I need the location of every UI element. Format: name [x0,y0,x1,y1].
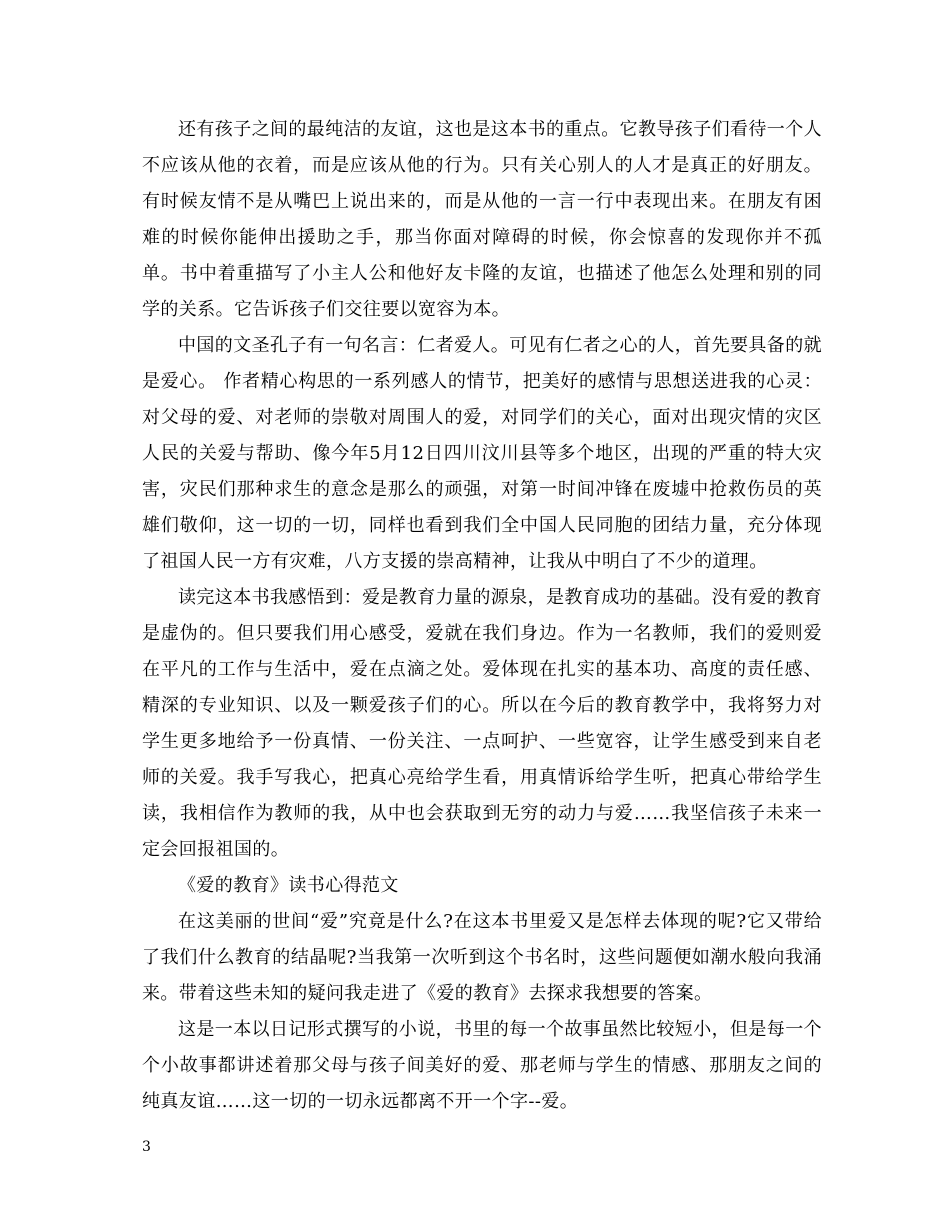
document-body [142,112,822,1120]
paragraph-diary-novel: 这是一本以日记形式撰写的小说，书里的每一个故事虽然比较短小，但是每一个个小故事都讲述着那父母与孩子间美好的爱、那老师与学生的情感、那朋友之间的纯真友谊……这一切的一切永远都离不开一个字--爱。 [142,1019,822,1112]
paragraph-reflection: 读完这本书我感悟到：爱是教育力量的源泉，是教育成功的基础。没有爱的教育是虚伪的。但只要我们用心感受，爱就在我们身边。作为一名教师，我们的爱则爱在平凡的工作与生活中，爱在点滴之处。爱体现在扎实的基本功、高度的责任感、精深的专业知识、以及一颗爱孩子们的心。所以在今后的教育教学中，我将努力对学生更多地给予一份真情、一份关注、一点呵护、一些宽容，让学生感受到来自老师的关爱。我手写我心，把真心亮给学生看，用真情诉给学生听，把真心带给学生读，我相信作为教师的我，从中也会获取到无穷的动力与爱……我坚信孩子未来一定会回报祖国的。 [142,587,822,860]
section-title: 《爱的教育》读书心得范文 [178,875,399,896]
paragraph-friendship: 还有孩子之间的最纯洁的友谊，这也是这本书的重点。它教导孩子们看待一个人不应该从他的衣着，而是应该从他的行为。只有关心别人的人才是真正的好朋友。有时候友情不是从嘴巴上说出来的，而是从他的一言一行中表现出来。在朋友有困难的时候你能伸出援助之手，那当你面对障碍的时候，你会惊喜的发现你并不孤单。书中着重描写了小主人公和他好友卡隆的友谊，也描述了他怎么处理和别的同学的关系。它告诉孩子们交往要以宽容为本。 [142,119,822,320]
paragraph-what-is-love: 在这美丽的世间“爱”究竟是什么?在这本书里爱又是怎样去体现的呢?它又带给了我们什么教育的结晶呢?当我第一次听到这个书名时，这些问题便如潮水般向我涌来。带着这些未知的疑问我走进了《爱的教育》去探求我想要的答案。 [142,911,822,1004]
paragraph-confucius: 中国的文圣孔子有一句名言：仁者爱人。可见有仁者之心的人，首先要具备的就是爱心。 作者精心构思的一系列感人的情节，把美好的感情与思想送进我的心灵：对父母的爱、对老师的崇敬对周围人的爱，对同学们的关心，面对出现灾情的灾区人民的关爱与帮助、像今年5月12日四川汶川县等多个地区，出现的严重的特大灾害，灾民们那种求生的意念是那么的顽强，对第一时间冲锋在废墟中抢救伤员的英雄们敬仰，这一切的一切，同样也看到我们全中国人民同胞的团结力量，充分体现了祖国人民一方有灾难，八方支援的崇高精神，让我从中明白了不少的道理。 [142,335,822,572]
page-number: 3 [142,1139,151,1155]
